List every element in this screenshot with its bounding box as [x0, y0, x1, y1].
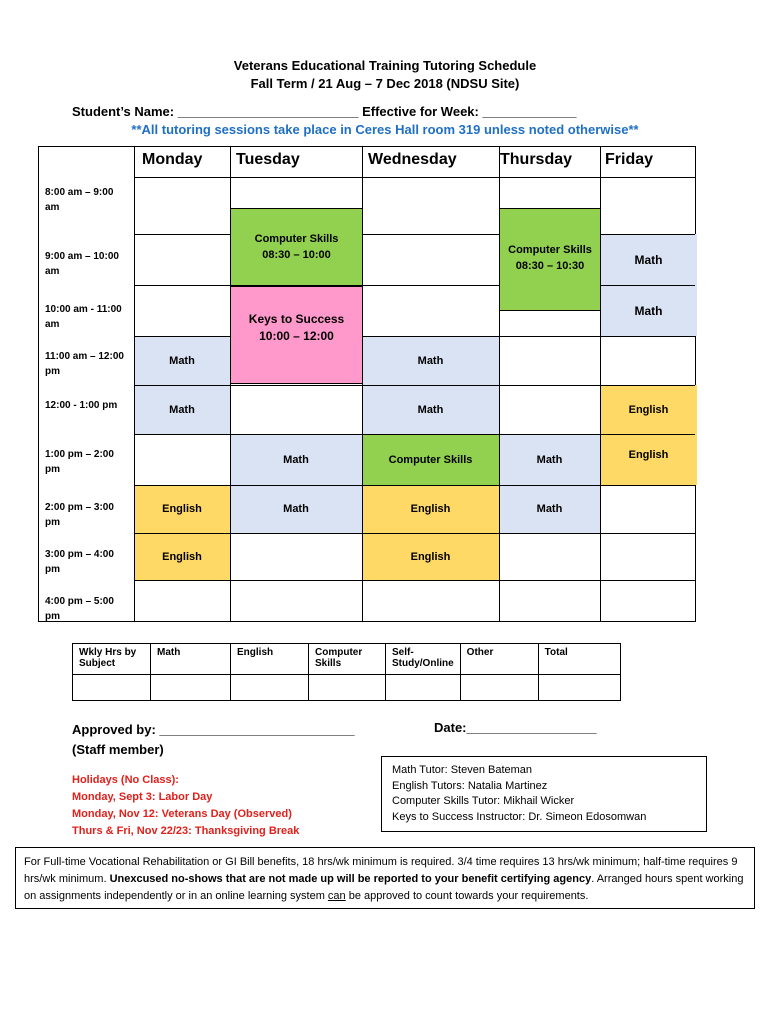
day-header-friday: Friday — [605, 151, 654, 168]
page-title: Veterans Educational Training Tutoring Schedule — [233, 58, 537, 73]
time-label: 10:00 am - 11:00 am — [45, 304, 122, 330]
grid-line — [134, 234, 695, 235]
approved-by-line: Approved by: ___________________________ — [72, 722, 355, 737]
day-header-thursday: Thursday — [500, 151, 573, 168]
grid-line — [134, 385, 695, 386]
block-label: Computer Skills — [508, 244, 592, 256]
hours-header: Computer Skills — [309, 644, 386, 675]
grid-line — [134, 336, 695, 337]
hours-header: Self-Study/Online — [386, 644, 461, 675]
cell-mon-15: English — [134, 533, 230, 580]
footer-bold-text: Unexcused no-shows that are not made up will be reported to your benefit certifying agency — [109, 873, 592, 885]
hours-input-cell[interactable] — [231, 675, 309, 701]
cell-wed-14: English — [362, 485, 499, 533]
page-subtitle: Fall Term / 21 Aug – 7 Dec 2018 (NDSU Site) — [250, 76, 520, 91]
hours-input-cell[interactable] — [460, 675, 538, 701]
cell-fri-12: English — [600, 385, 697, 434]
cell-wed-15: English — [362, 533, 499, 580]
cell-fri-9: Math — [600, 234, 697, 285]
hours-header: Other — [460, 644, 538, 675]
time-label: 12:00 - 1:00 pm — [45, 400, 118, 411]
student-name-line: Student’s Name: _________________________ Effective for Week: _____________ — [72, 104, 577, 119]
holiday-item: Monday, Nov 12: Veterans Day (Observed) — [72, 808, 292, 820]
grid-line — [134, 147, 135, 621]
grid-line — [134, 177, 695, 178]
weekly-hours-table — [72, 643, 621, 701]
schedule-grid — [38, 146, 696, 622]
grid-line — [134, 285, 695, 286]
hours-input-cell[interactable] — [73, 675, 151, 701]
day-header-tuesday: Tuesday — [236, 151, 300, 168]
day-header-wednesday: Wednesday — [368, 151, 457, 168]
cell-mon-12: Math — [134, 385, 230, 434]
date-line: Date:__________________ — [434, 720, 597, 735]
time-label: 9:00 am – 10:00 am — [45, 251, 119, 277]
holiday-heading: Holidays (No Class): — [72, 774, 179, 786]
holiday-item: Monday, Sept 3: Labor Day — [72, 791, 213, 803]
requirements-note — [15, 847, 755, 909]
cell-mon-14: English — [134, 485, 230, 533]
time-label: 2:00 pm – 3:00 pm — [45, 502, 114, 528]
hours-header: Total — [538, 644, 620, 675]
grid-line — [134, 485, 695, 486]
tutor-item: Computer Skills Tutor: Mikhail Wicker — [392, 795, 575, 807]
hours-input-cell[interactable] — [151, 675, 231, 701]
block-tue-keys-to-success — [230, 286, 363, 384]
hours-header: Math — [151, 644, 231, 675]
block-label: Keys to Success — [248, 312, 345, 326]
grid-line — [134, 580, 695, 581]
holidays-list — [72, 772, 299, 840]
tutor-item: Math Tutor: Steven Bateman — [392, 764, 533, 776]
cell-mon-11: Math — [134, 336, 230, 385]
block-time: 08:30 – 10:00 — [262, 249, 331, 261]
cell-tue-14: Math — [230, 485, 362, 533]
cell-thu-14: Math — [499, 485, 600, 533]
hours-header: English — [231, 644, 309, 675]
location-note: **All tutoring sessions take place in Ceres Hall room 319 unless noted otherwise** — [131, 122, 639, 137]
footer-text: be approved to count towards your requirements. — [345, 890, 589, 902]
tutors-box — [381, 756, 707, 832]
holiday-item: Thurs & Fri, Nov 22/23: Thanksgiving Break — [72, 825, 300, 837]
hours-header: Wkly Hrs by Subject — [73, 644, 151, 675]
block-label: Computer Skills — [254, 233, 339, 245]
approval-block — [72, 720, 355, 760]
day-header-monday: Monday — [142, 151, 203, 168]
time-label: 3:00 pm – 4:00 pm — [45, 549, 114, 575]
cell-tue-13: Math — [230, 434, 362, 485]
cell-wed-12: Math — [362, 385, 499, 434]
cell-wed-11: Math — [362, 336, 499, 385]
grid-line — [134, 533, 695, 534]
tutor-item: English Tutors: Natalia Martinez — [392, 779, 548, 792]
grid-line — [134, 434, 695, 435]
cell-fri-10: Math — [600, 285, 697, 336]
time-label: 8:00 am – 9:00 am — [45, 187, 114, 213]
hours-input-cell[interactable] — [538, 675, 620, 701]
tutor-item: Keys to Success Instructor: Dr. Simeon Edosomwan — [392, 810, 647, 823]
cell-fri-13: English — [600, 434, 697, 485]
time-label: 11:00 am – 12:00 pm — [45, 351, 124, 377]
hours-input-cell[interactable] — [309, 675, 386, 701]
block-thu-computer-skills — [499, 208, 601, 311]
time-label: 4:00 pm – 5:00 pm — [45, 596, 114, 622]
block-time: 10:00 – 12:00 — [259, 329, 334, 343]
footer-text: For Full-time Vocational Rehabilitation or GI Bill benefits, 18 hrs/wk minimum is required. 3/4 time requires 13 hrs/wk minimum; half-time requires 9 hrs/wk minimum. — [24, 856, 738, 885]
time-label: 1:00 pm – 2:00 pm — [45, 449, 114, 475]
cell-thu-13: Math — [499, 434, 600, 485]
block-tue-computer-skills — [230, 208, 363, 286]
cell-wed-13: Computer Skills — [362, 434, 499, 485]
footer-text: . Arranged hours spent working on assignments independently or in an online learning system — [24, 873, 744, 902]
footer-underlined-text: can — [327, 890, 346, 902]
hours-input-cell[interactable] — [386, 675, 461, 701]
staff-member-label: (Staff member) — [72, 742, 164, 757]
block-time: 08:30 – 10:30 — [515, 260, 585, 272]
